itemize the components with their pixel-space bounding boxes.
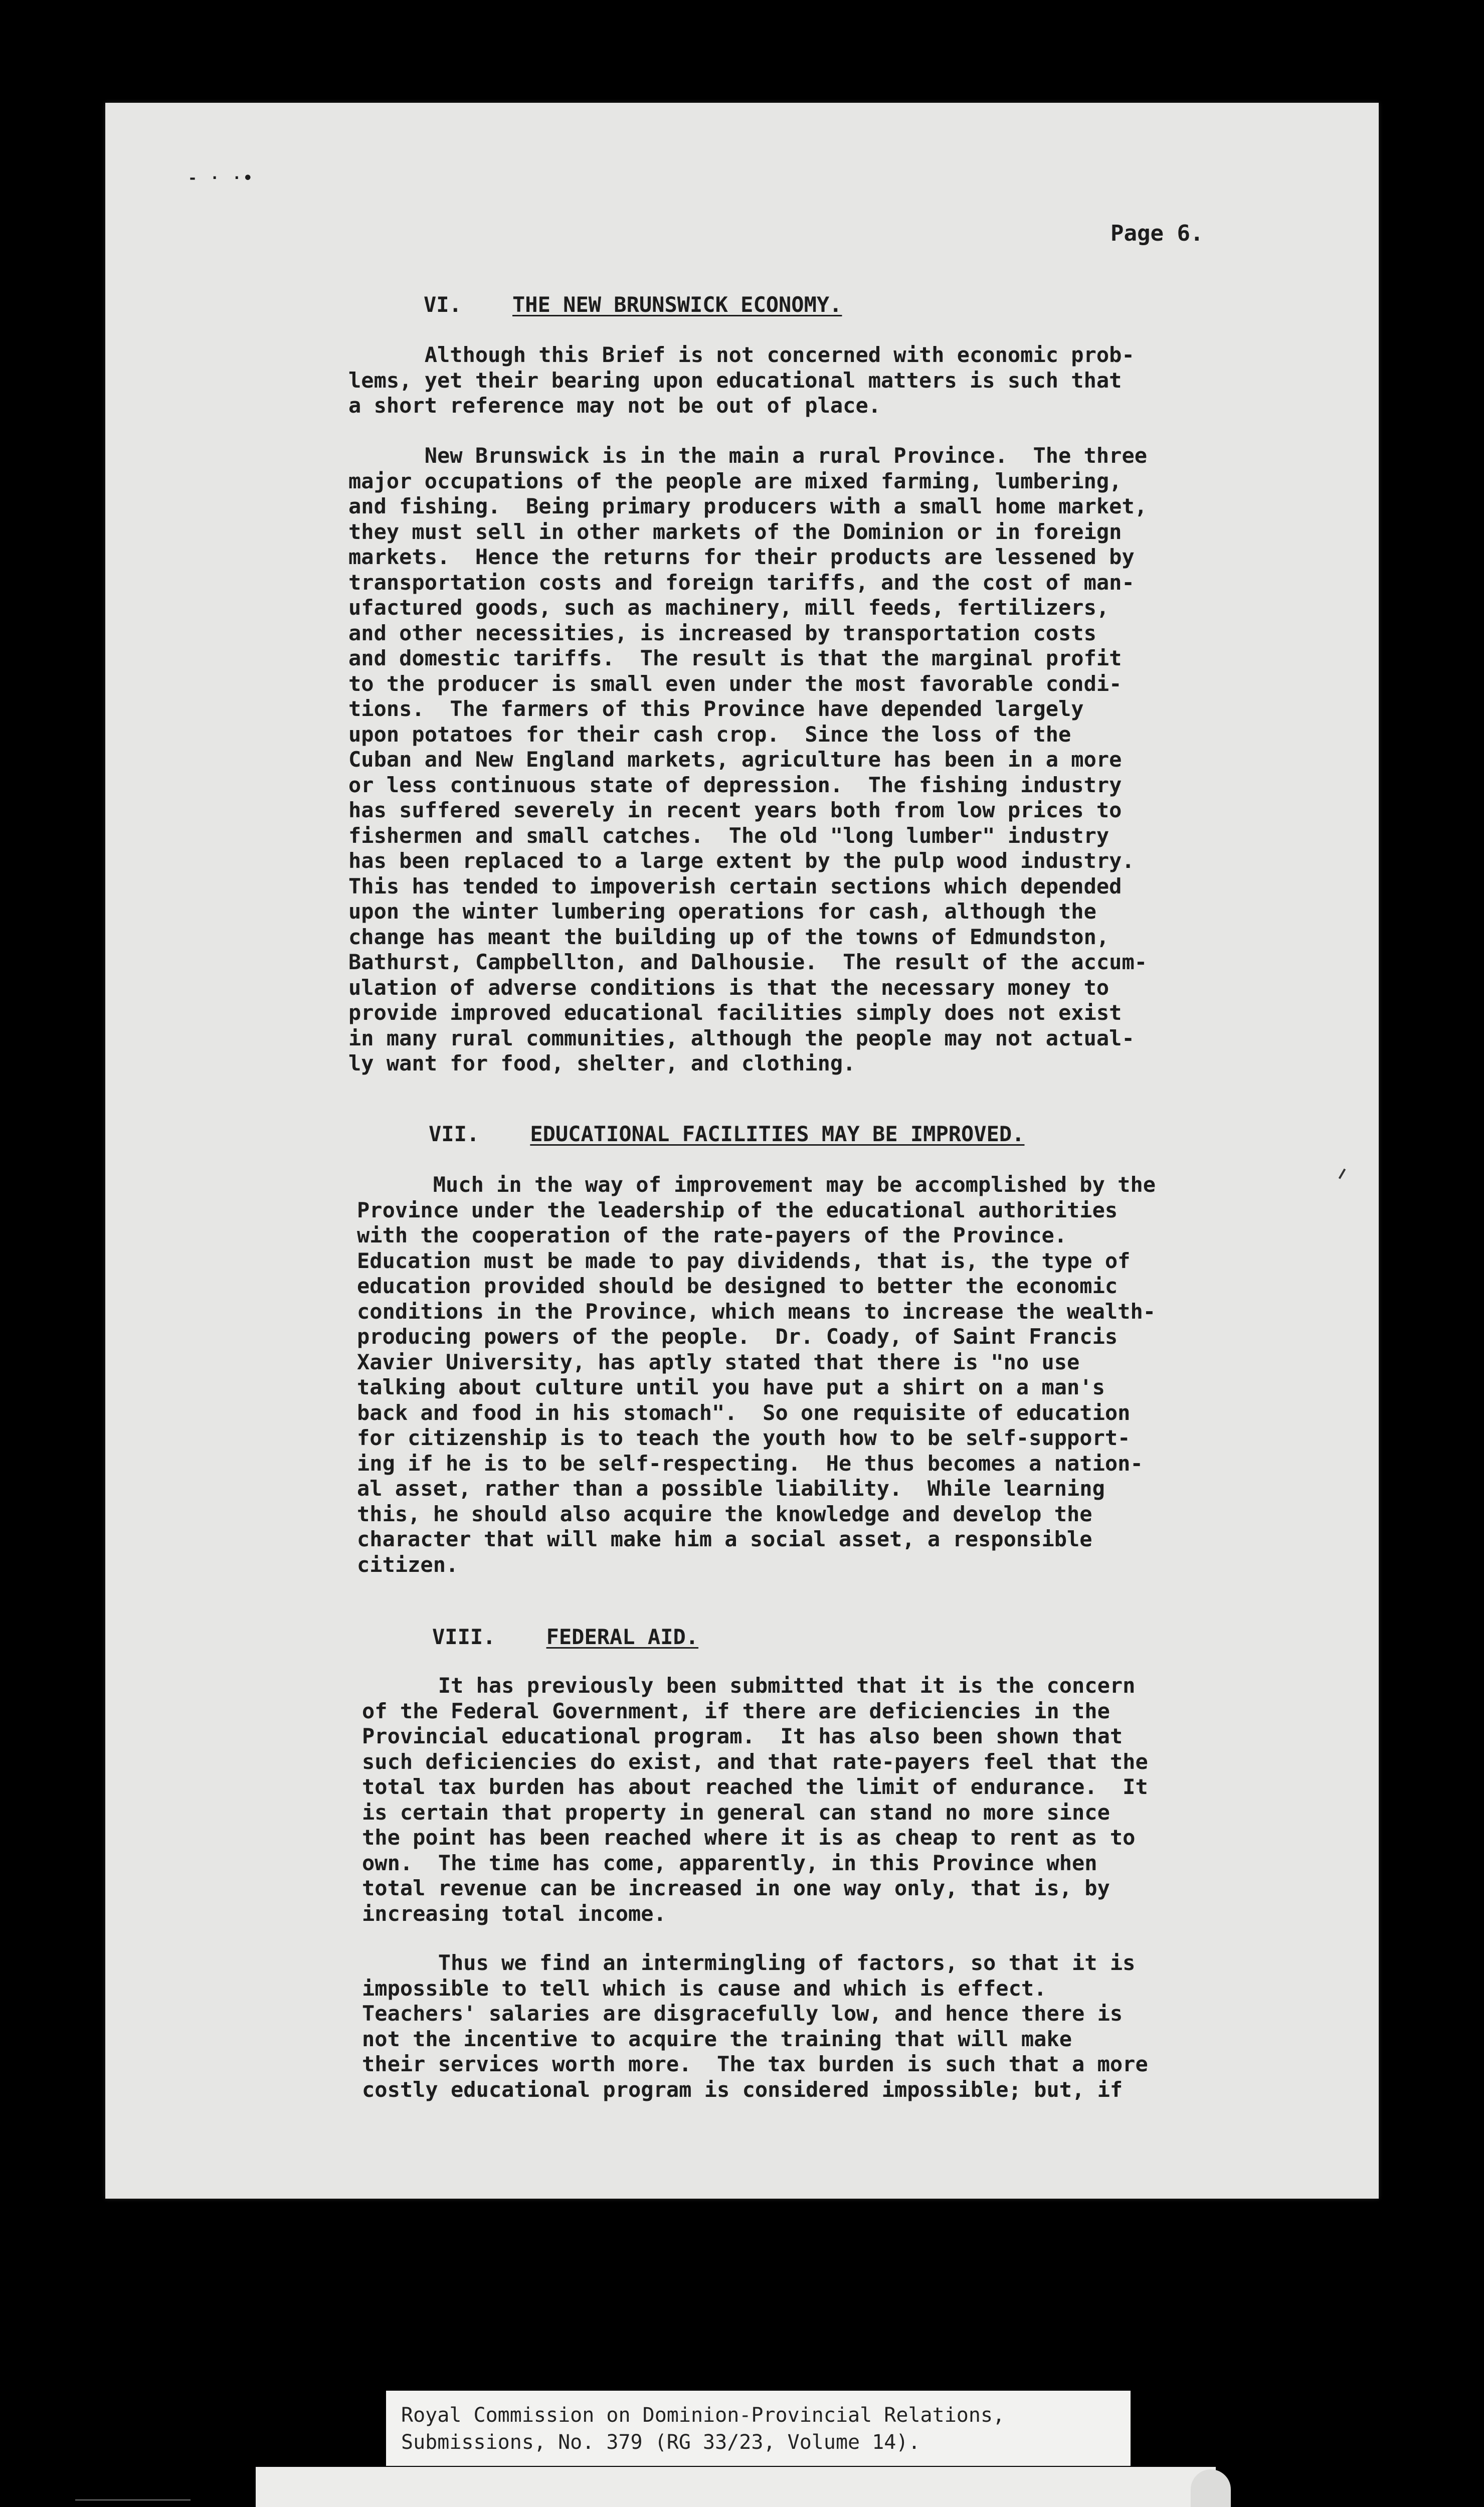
section-heading-viii: [432, 1625, 698, 1649]
section-title: EDUCATIONAL FACILITIES MAY BE IMPROVED.: [530, 1122, 1025, 1146]
section-title: THE NEW BRUNSWICK ECONOMY.: [512, 292, 842, 317]
citation-line-1: Royal Commission on Dominion-Provincial Relations,: [401, 2404, 1005, 2427]
paragraph: Much in the way of improvement may be accomplished by the Province under the leadership of the educational authorities with the cooperation of the rate-payers of the Province. Education must be made to pay dividends, that is, the type of education provided should be designed to better the economic conditions in the Province, which means to increase the wealth- producing powers of the people. Dr. Coady, of Saint Francis Xavier University, has aptly stated that there is "no use talking about culture until you have put a shirt on a man's back and food in his stomach". So one requisite of education for citizenship is to teach the youth how to be self-support- ing if he is to be self-respecting. He thus becomes a nation- al asset, rather than a possible liability. While learning this, he should also acquire the knowledge and develop the character that will make him a social asset, a responsible citizen.: [357, 1172, 1156, 1577]
section-numeral: VII.: [429, 1122, 480, 1146]
section-numeral: VI.: [424, 292, 462, 317]
citation-text: [401, 2402, 1005, 2456]
page-number: Page 6.: [1110, 221, 1204, 246]
citation-card: [386, 2391, 1131, 2466]
corner-mark: - · ·•: [188, 169, 255, 187]
paragraph: New Brunswick is in the main a rural Province. The three major occupations of the people are mixed farming, lumbering, and fishing. Being primary producers with a small home market, they must sell in other markets of the Dominion or in foreign markets. Hence the returns for their products are lessened by transportation costs and foreign tariffs, and the cost of man- ufactured goods, such as machinery, mill feeds, fertilizers, and other necessities, is increased by transportation costs and domestic tariffs. The result is that the marginal profit to the producer is small even under the most favorable condi- tions. The farmers of this Province have depended largely upon potatoes for their cash crop. Since the loss of the Cuban and New England markets, agriculture has been in a more or less continuous state of depression. The fishing industry has suffered severely in recent years both from low prices to fishermen and small catches. The old "long lumber" industry has been replaced to a large extent by the pulp wood industry. This has tended to impoverish certain sections which depended upon the winter lumbering operations for cash, although the change has meant the building up of the towns of Edmundston, Bathurst, Campbellton, and Dalhousie. The result of the accum- ulation of adverse conditions is that the necessary money to provide improved educational facilities simply does not exist in many rural communities, although the people may not actual- ly want for food, shelter, and clothing.: [348, 443, 1148, 1076]
section-heading-vii: [429, 1122, 1024, 1146]
section-heading-vi: [424, 292, 842, 317]
paragraph: Thus we find an intermingling of factors, so that it is impossible to tell which is cause and which is effect. Teachers' salaries are disgracefully low, and hence there is not the incentive to acquire the training that will make their services worth more. The tax burden is such that a more costly educational program is considered impossible; but, if: [362, 1950, 1148, 2102]
section-title: FEDERAL AID.: [546, 1625, 699, 1649]
film-mark: [75, 2499, 191, 2500]
paragraph: Although this Brief is not concerned with economic prob- lems, yet their bearing upon educational matters is such that a short reference may not be out of place.: [348, 342, 1135, 418]
paragraph: It has previously been submitted that it is the concern of the Federal Government, if there are deficiencies in the Provincial educational program. It has also been shown that such deficiencies do exist, and that rate-payers feel that the total tax burden has about reached the limit of endurance. It is certain that property in general can stand no more since the point has been reached where it is as cheap to rent as to own. The time has come, apparently, in this Province when total revenue can be increased in one way only, that is, by increasing total income.: [362, 1673, 1148, 1926]
citation-line-2: Submissions, No. 379 (RG 33/23, Volume 14).: [401, 2431, 920, 2454]
card-edge: [1191, 2469, 1231, 2507]
section-numeral: VIII.: [432, 1625, 496, 1649]
archives-stamp-card: [256, 2467, 1216, 2507]
